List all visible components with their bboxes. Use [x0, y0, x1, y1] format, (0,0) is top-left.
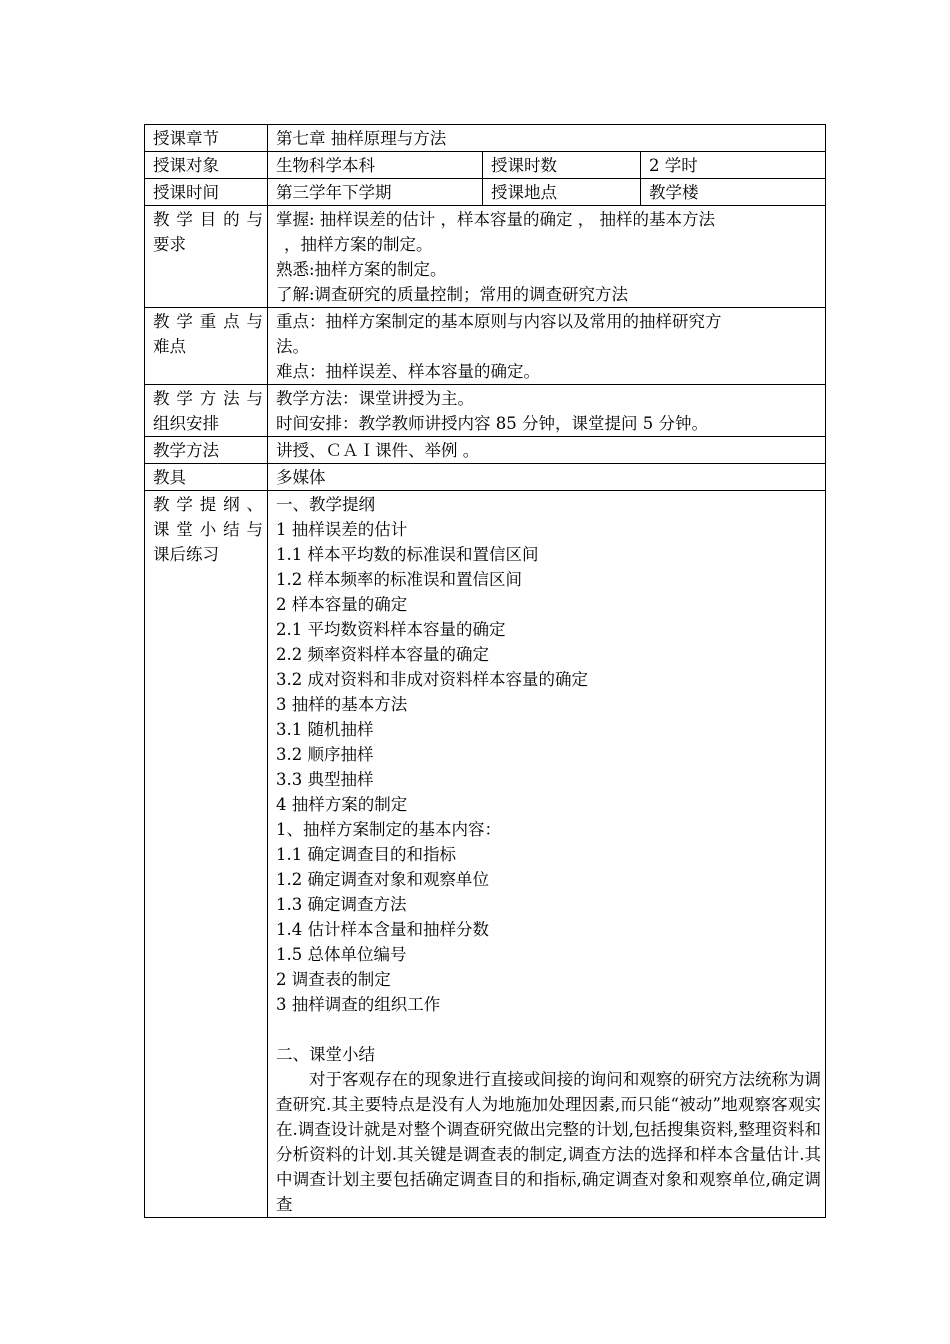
- goals-label-line-2: 要求: [153, 235, 186, 254]
- method-value: 讲授、ＣＡＩ课件、举例 。: [268, 437, 826, 464]
- outline-line-2: 1 抽样误差的估计: [276, 520, 408, 539]
- method-org-label: [145, 385, 268, 437]
- outline-line-3: 1.1 样本平均数的标准误和置信区间: [276, 545, 539, 564]
- tools-value: 多媒体: [268, 464, 826, 491]
- goals-line-4: 了解:调查研究的质量控制；常用的调查研究方法: [276, 285, 629, 304]
- place-value: 教学楼: [641, 179, 826, 206]
- row-goals: [145, 206, 826, 308]
- outline-line-14: 1、抽样方案制定的基本内容：: [276, 820, 501, 839]
- outline-line-13: 4 抽样方案的制定: [276, 795, 408, 814]
- key-points-value: [268, 308, 826, 385]
- outline-line-5: 2 样本容量的确定: [276, 595, 408, 614]
- outline-line-10: 3.1 随机抽样: [276, 720, 374, 739]
- hours-label: 授课时数: [483, 152, 641, 179]
- method-label: 教学方法: [145, 437, 268, 464]
- outline-label-line-2: 课堂小结与: [153, 520, 263, 539]
- goals-label: [145, 206, 268, 308]
- chapter-label: 授课章节: [145, 125, 268, 152]
- row-time: [145, 179, 826, 206]
- method-org-line-1: 教学方法：课堂讲授为主。: [276, 389, 474, 408]
- goals-label-line-1: 教学目的与: [153, 210, 263, 229]
- chapter-value: 第七章 抽样原理与方法: [268, 125, 826, 152]
- audience-value: 生物科学本科: [268, 152, 483, 179]
- outline-line-19: 1.5 总体单位编号: [276, 945, 407, 964]
- outline-line-15: 1.1 确定调查目的和指标: [276, 845, 456, 864]
- outline-spacer: [276, 1017, 821, 1042]
- row-audience: [145, 152, 826, 179]
- time-label: 授课时间: [145, 179, 268, 206]
- outline-line-8: 3.2 成对资料和非成对资料样本容量的确定: [276, 670, 588, 689]
- method-org-label-line-1: 教学方法与: [153, 389, 263, 408]
- place-label: 授课地点: [483, 179, 641, 206]
- goals-line-2: ，抽样方案的制定。: [284, 235, 433, 254]
- outline-line-6: 2.1 平均数资料样本容量的确定: [276, 620, 506, 639]
- outline-line-11: 3.2 顺序抽样: [276, 745, 374, 764]
- outline-label-line-1: 教学提纲、: [153, 495, 263, 514]
- goals-value: [268, 206, 826, 308]
- row-method-org: [145, 385, 826, 437]
- outline-label-line-3: 课后练习: [153, 545, 219, 564]
- row-outline: [145, 491, 826, 1218]
- outline-line-4: 1.2 样本频率的标准误和置信区间: [276, 570, 522, 589]
- outline-line-17: 1.3 确定调查方法: [276, 895, 407, 914]
- goals-line-3: 熟悉:抽样方案的制定。: [276, 260, 447, 279]
- outline-label: [145, 491, 268, 1218]
- outline-line-12: 3.3 典型抽样: [276, 770, 374, 789]
- key-points-line-2: 法。: [276, 337, 309, 356]
- audience-label: 授课对象: [145, 152, 268, 179]
- row-key-points: [145, 308, 826, 385]
- outline-line-18: 1.4 估计样本含量和抽样分数: [276, 920, 489, 939]
- method-org-line-2: 时间安排：教学教师讲授内容 85 分钟，课堂提问 5 分钟。: [276, 414, 708, 433]
- method-org-value: [268, 385, 826, 437]
- outline-line-9: 3 抽样的基本方法: [276, 695, 408, 714]
- row-chapter: [145, 125, 826, 152]
- key-points-label: [145, 308, 268, 385]
- outline-line-1: 一、教学提纲: [276, 495, 375, 514]
- lesson-plan-table: [144, 124, 826, 1218]
- outline-line-20: 2 调查表的制定: [276, 970, 391, 989]
- summary-title: 二、课堂小结: [276, 1045, 375, 1064]
- key-points-label-line-2: 难点: [153, 337, 186, 356]
- tools-label: 教具: [145, 464, 268, 491]
- outline-line-16: 1.2 确定调查对象和观察单位: [276, 870, 489, 889]
- key-points-line-1: 重点：抽样方案制定的基本原则与内容以及常用的抽样研究方: [276, 312, 722, 331]
- outline-line-7: 2.2 频率资料样本容量的确定: [276, 645, 489, 664]
- hours-value: 2 学时: [641, 152, 826, 179]
- row-tools: [145, 464, 826, 491]
- goals-line-1: 掌握: 抽样误差的估计 ，样本容量的确定 ， 抽样的基本方法: [276, 210, 716, 229]
- key-points-label-line-1: 教学重点与: [153, 312, 263, 331]
- row-method: [145, 437, 826, 464]
- method-org-label-line-2: 组织安排: [153, 414, 219, 433]
- time-value: 第三学年下学期: [268, 179, 483, 206]
- key-points-line-3: 难点：抽样误差、样本容量的确定。: [276, 362, 540, 381]
- outline-value: [268, 491, 826, 1218]
- outline-line-21: 3 抽样调查的组织工作: [276, 995, 441, 1014]
- summary-paragraph: 对于客观存在的现象进行直接或间接的询问和观察的研究方法统称为调查研究.其主要特点是没有人为地施加处理因素,而只能“被动”地观察客观实在.调查设计就是对整个调查研究做出完整的计划,包括搜集资料,整理资料和分析资料的计划.其关键是调查表的制定,调查方法的选择和样本含量估计.其中调查计划主要包括确定调查目的和指标,确定调查对象和观察单位,确定调查: [276, 1070, 822, 1214]
